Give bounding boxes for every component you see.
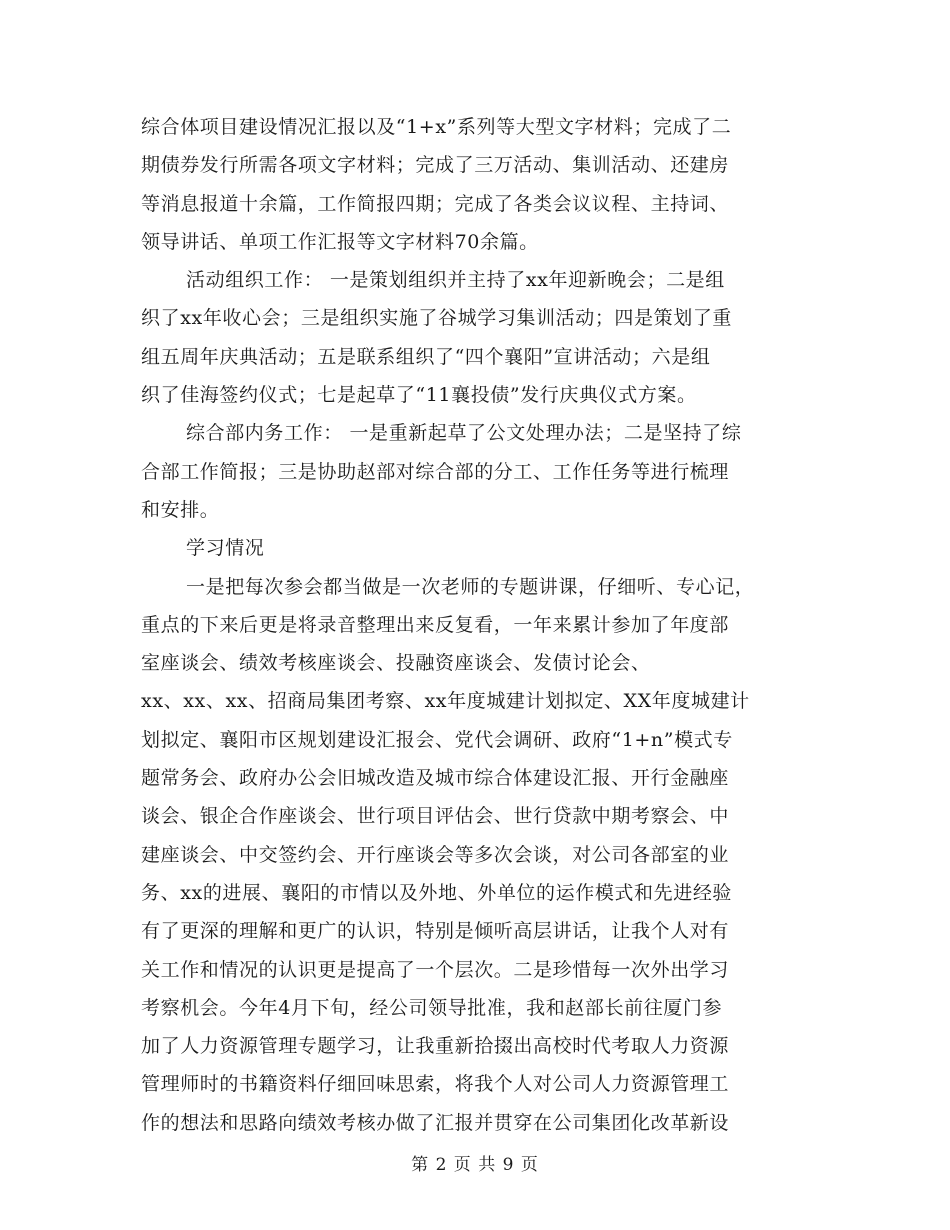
text-line: 综合体项目建设情况汇报以及“1+x”系列等大型文字材料；完成了二 bbox=[141, 116, 732, 138]
text-line: 等消息报道十余篇，工作简报四期；完成了各类会议议程、主持词、 bbox=[141, 192, 730, 215]
text-line: xx、xx、xx、招商局集团考察、xx年度城建计划拟定、XX年度城建计 bbox=[141, 690, 750, 713]
text-line: 题常务会、政府办公会旧城改造及城市综合体建设汇报、开行金融座 bbox=[141, 767, 730, 790]
paragraph-internal-affairs: 综合部内务工作： 一是重新起草了公文处理办法；二是坚持了综 bbox=[186, 422, 742, 445]
page-number-footer: 第 2 页 共 9 页 bbox=[411, 1155, 539, 1175]
text-line: 领导讲话、单项工作汇报等文字材料70余篇。 bbox=[141, 230, 539, 253]
text-line: 谈会、银企合作座谈会、世行项目评估会、世行贷款中期考察会、中 bbox=[141, 805, 730, 828]
text-line: 建座谈会、中交签约会、开行座谈会等多次会谈，对公司各部室的业 bbox=[141, 843, 730, 866]
text-line: 织了xx年收心会；三是组织实施了谷城学习集训活动；四是策划了重 bbox=[141, 307, 733, 330]
paragraph-study: 一是把每次参会都当做是一次老师的专题讲课，仔细听、专心记， bbox=[186, 575, 755, 598]
text-line: 和安排。 bbox=[141, 498, 220, 521]
text-line: 划拟定、襄阳市区规划建设汇报会、党代会调研、政府“1+n”模式专 bbox=[141, 728, 733, 751]
text-line: 加了人力资源管理专题学习，让我重新拾掇出高校时代考取人力资源 bbox=[141, 1035, 730, 1058]
text-line: 室座谈会、绩效考核座谈会、投融资座谈会、发债讨论会、 bbox=[141, 652, 651, 675]
text-line: 考察机会。今年4月下旬，经公司领导批准，我和赵部长前往厦门参 bbox=[141, 996, 723, 1019]
text-line: 组五周年庆典活动；五是联系组织了“四个襄阳”宣讲活动；六是组 bbox=[141, 345, 711, 368]
text-line: 期债券发行所需各项文字材料；完成了三万活动、集训活动、还建房 bbox=[141, 154, 730, 177]
text-line: 作的想法和思路向绩效考核办做了汇报并贯穿在公司集团化改革新设 bbox=[141, 1111, 730, 1134]
text-line: 有了更深的理解和更广的认识，特别是倾听高层讲话，让我个人对有 bbox=[141, 920, 730, 943]
text-line: 织了佳海签约仪式；七是起草了“11襄投债”发行庆典仪式方案。 bbox=[141, 384, 697, 407]
paragraph-activity-organization: 活动组织工作： 一是策划组织并主持了xx年迎新晚会；二是组 bbox=[186, 269, 725, 292]
document-body bbox=[141, 108, 807, 1142]
text-line: 关工作和情况的认识更是提高了一个层次。二是珍惜每一次外出学习 bbox=[141, 958, 730, 981]
section-heading-study: 学习情况 bbox=[186, 537, 265, 560]
text-line: 合部工作简报；三是协助赵部对综合部的分工、工作任务等进行梳理 bbox=[141, 460, 730, 483]
text-line: 务、xx的进展、襄阳的市情以及外地、外单位的运作模式和先进经验 bbox=[141, 881, 733, 904]
text-line: 管理师时的书籍资料仔细回味思索，将我个人对公司人力资源管理工 bbox=[141, 1073, 730, 1096]
text-line: 重点的下来后更是将录音整理出来反复看，一年来累计参加了年度部 bbox=[141, 613, 730, 636]
